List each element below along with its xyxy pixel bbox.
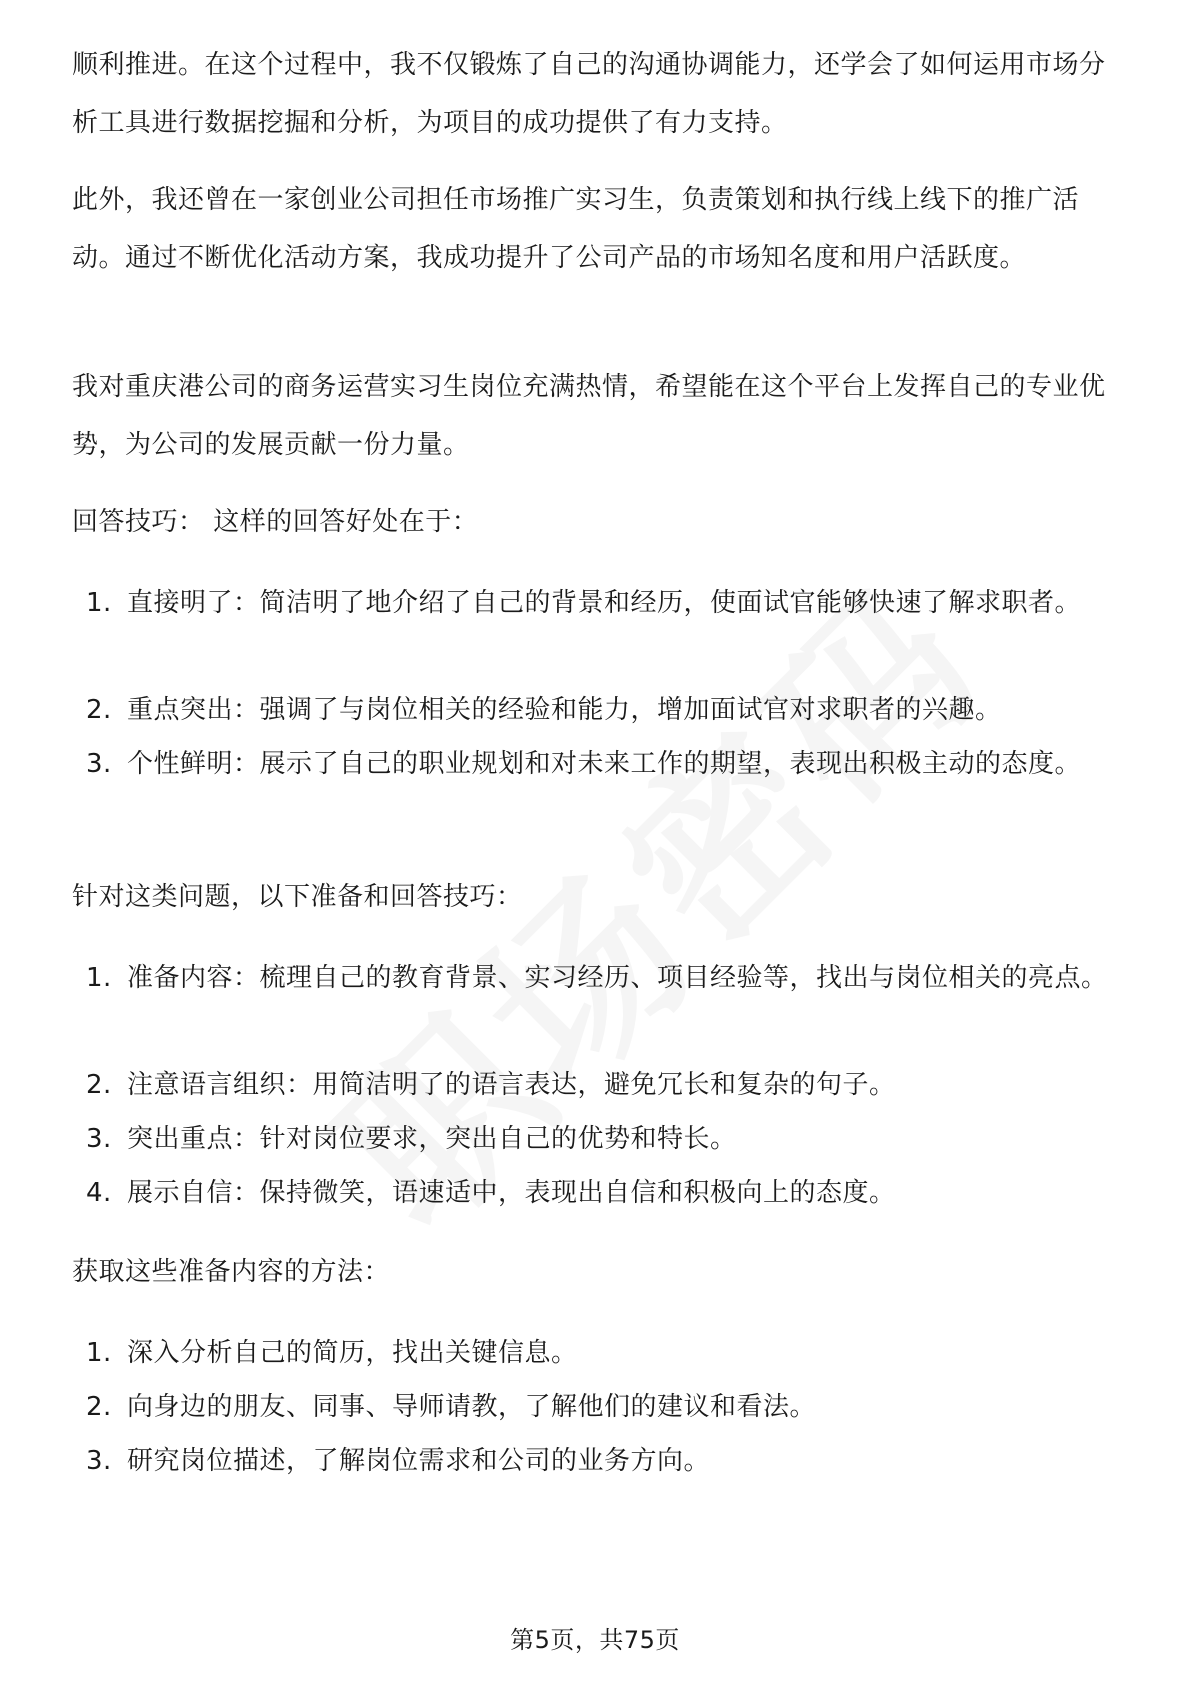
list-item [72, 735, 1122, 793]
list-number: 2. [86, 1070, 112, 1100]
list-item [72, 1432, 1122, 1490]
paragraph-motivation: 我对重庆港公司的商务运营实习生岗位充满热情，希望能在这个平台上发挥自己的专业优势，为公司的发展贡献一份力量。 [72, 372, 1106, 460]
list-text: 注意语言组织：用简洁明了的语言表达，避免冗长和复杂的句子。 [127, 1070, 896, 1100]
list-number: 3. [86, 1446, 112, 1476]
list-number: 3. [86, 1124, 112, 1154]
list-number: 1. [86, 963, 112, 993]
list-item [72, 574, 1122, 632]
paragraph-startup-internship: 此外，我还曾在一家创业公司担任市场推广实习生，负责策划和执行线上线下的推广活动。通过不断优化活动方案，我成功提升了公司产品的市场知名度和用户活跃度。 [72, 185, 1080, 273]
list-item [72, 1324, 1122, 1382]
methods-heading: 获取这些准备内容的方法： [72, 1257, 391, 1287]
list-number: 3. [86, 749, 112, 779]
list-text: 研究岗位描述，了解岗位需求和公司的业务方向。 [127, 1446, 711, 1476]
paragraph-project-summary: 顺利推进。在这个过程中，我不仅锻炼了自己的沟通协调能力，还学会了如何运用市场分析工具进行数据挖掘和分析，为项目的成功提供了有力支持。 [72, 50, 1106, 138]
list-text: 个性鲜明：展示了自己的职业规划和对未来工作的期望，表现出积极主动的态度。 [127, 749, 1082, 779]
list-number: 2. [86, 695, 112, 725]
list-text: 重点突出：强调了与岗位相关的经验和能力，增加面试官对求职者的兴趣。 [127, 695, 1002, 725]
page-footer: 第5页，共75页 [510, 1626, 680, 1654]
list-item [72, 1378, 1122, 1436]
list-number: 2. [86, 1392, 112, 1422]
list-text: 突出重点：针对岗位要求，突出自己的优势和特长。 [127, 1124, 737, 1154]
list-item [72, 1110, 1122, 1168]
list-item [72, 1056, 1122, 1114]
list-number: 1. [86, 1338, 112, 1368]
list-text: 准备内容：梳理自己的教育背景、实习经历、项目经验等，找出与岗位相关的亮点。 [127, 963, 1108, 993]
list-number: 1. [86, 588, 112, 618]
prep-heading: 针对这类问题，以下准备和回答技巧： [72, 882, 523, 912]
list-text: 展示自信：保持微笑，语速适中，表现出自信和积极向上的态度。 [127, 1178, 896, 1208]
list-text: 向身边的朋友、同事、导师请教，了解他们的建议和看法。 [127, 1392, 817, 1422]
list-item [72, 681, 1122, 739]
list-text: 直接明了：简洁明了地介绍了自己的背景和经历，使面试官能够快速了解求职者。 [127, 588, 1082, 618]
tips-heading: 回答技巧： 这样的回答好处在于： [72, 507, 479, 537]
list-number: 4. [86, 1178, 112, 1208]
list-item [72, 949, 1122, 1007]
list-item [72, 1164, 1122, 1222]
list-text: 深入分析自己的简历，找出关键信息。 [127, 1338, 578, 1368]
